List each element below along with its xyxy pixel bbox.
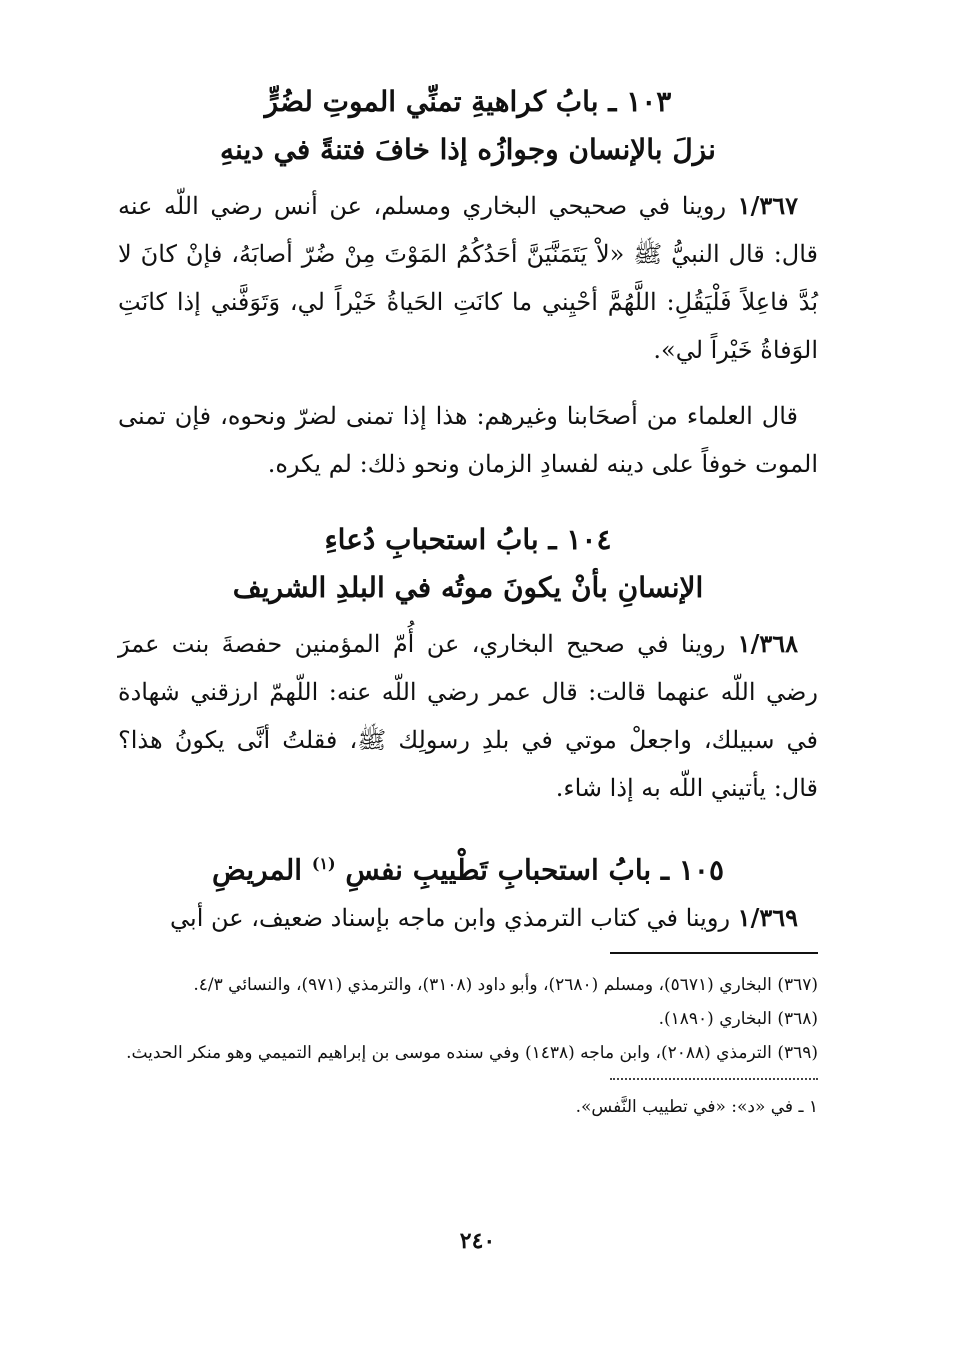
hadith-369-text: روينا في كتاب الترمذي وابن ماجه بإسناد ضعيف، عن أبي bbox=[170, 904, 731, 933]
page-number: ٢٤٠ bbox=[459, 1228, 496, 1254]
footnote-368: (٣٦٨) البخاري (١٨٩٠). bbox=[658, 1009, 818, 1030]
hadith-368 bbox=[118, 620, 818, 812]
hadith-367-text: روينا في صحيحي البخاري ومسلم، عن أنس رضي اللّه عنه قال: قال النبيُّ ﷺ «لاْ يَتَمَنَّيَنَّ أحَدُكُمُ المَوْتَ مِنْ ضُرّ أصابَهُ، فإنْ كانَ لا بُدَّ فاعِلاً فَلْيَقُلِ: اللَّهُمَّ أحْيِني ما كانَتِ الحَياةُ خَيْراً لي، وَتَوَفَّني إذا كانَتِ الوَفاةُ خَيْراً لي». bbox=[118, 192, 818, 364]
section-105-title-end: المريضِ bbox=[212, 853, 303, 887]
section-105-title: ١٠٥ ـ بابُ استحبابِ تَطْييبِ نفسِ bbox=[345, 853, 724, 887]
section-104-title-line1: ١٠٤ ـ بابُ استحبابِ دُعاءِ bbox=[324, 523, 612, 556]
footnote-separator bbox=[610, 952, 818, 954]
editor-note: ١ ـ في «د»: «في تطييب النَّفس». bbox=[575, 1097, 818, 1118]
page-body bbox=[118, 78, 818, 1124]
footnotes bbox=[118, 952, 818, 1124]
hadith-368-number: ١/٣٦٨ bbox=[737, 629, 798, 658]
hadith-367-number: ١/٣٦٧ bbox=[737, 191, 798, 220]
hadith-369 bbox=[118, 894, 818, 942]
editor-note-separator bbox=[610, 1078, 818, 1080]
footnote-marker: (١) bbox=[311, 854, 336, 873]
hadith-368-text: روينا في صحيح البخاري، عن أُمّ المؤمنين حفصةَ بنت عمرَ رضي اللّه عنهما قالت: قال عمر رضي اللّه عنه: اللّهمّ ارزقني شهادة في سبيلك، واجعلْ موتي في بلدِ رسولِك ﷺ، فقلتُ أنَّى يكونُ هذا؟ قال: يأتيني اللّه به إذا شاء. bbox=[118, 630, 818, 802]
section-103-heading bbox=[118, 78, 818, 174]
section-104-title-line2: الإنسانِ بأنْ يكونَ موتُه في البلدِ الشريف bbox=[232, 571, 704, 604]
section-103-title-line2: نزلَ بالإنسان وجوازُه إذا خافَ فتنةً في دينهِ bbox=[220, 133, 716, 166]
footnote-369: (٣٦٩) الترمذي (٢٠٨٨)، وابن ماجه (١٤٣٨) وفي سنده موسى بن إبراهيم التميمي وهو منكر الحديث. bbox=[126, 1043, 818, 1064]
section-103-title-line1: ١٠٣ ـ بابُ كراهيةِ تمنِّي الموتِ لضُرٍّ bbox=[264, 85, 672, 118]
hadith-367 bbox=[118, 182, 818, 374]
section-104-heading bbox=[118, 516, 818, 612]
footnote-367: (٣٦٧) البخاري (٥٦٧١)، ومسلم (٢٦٨٠)، وأبو داود (٣١٠٨)، والترمذي (٩٧١)، والنسائي ٤/٣. bbox=[193, 975, 818, 996]
commentary-103: قال العلماء من أصحَابنا وغيرهم: هذا إذا تمنى لضرّ ونحوه، فإن تمنى الموت خوفاً على دينه لفسادِ الزمان ونحو ذلك: لم يكره. bbox=[118, 402, 818, 478]
section-105-heading bbox=[118, 840, 818, 894]
hadith-369-number: ١/٣٦٩ bbox=[737, 903, 798, 933]
